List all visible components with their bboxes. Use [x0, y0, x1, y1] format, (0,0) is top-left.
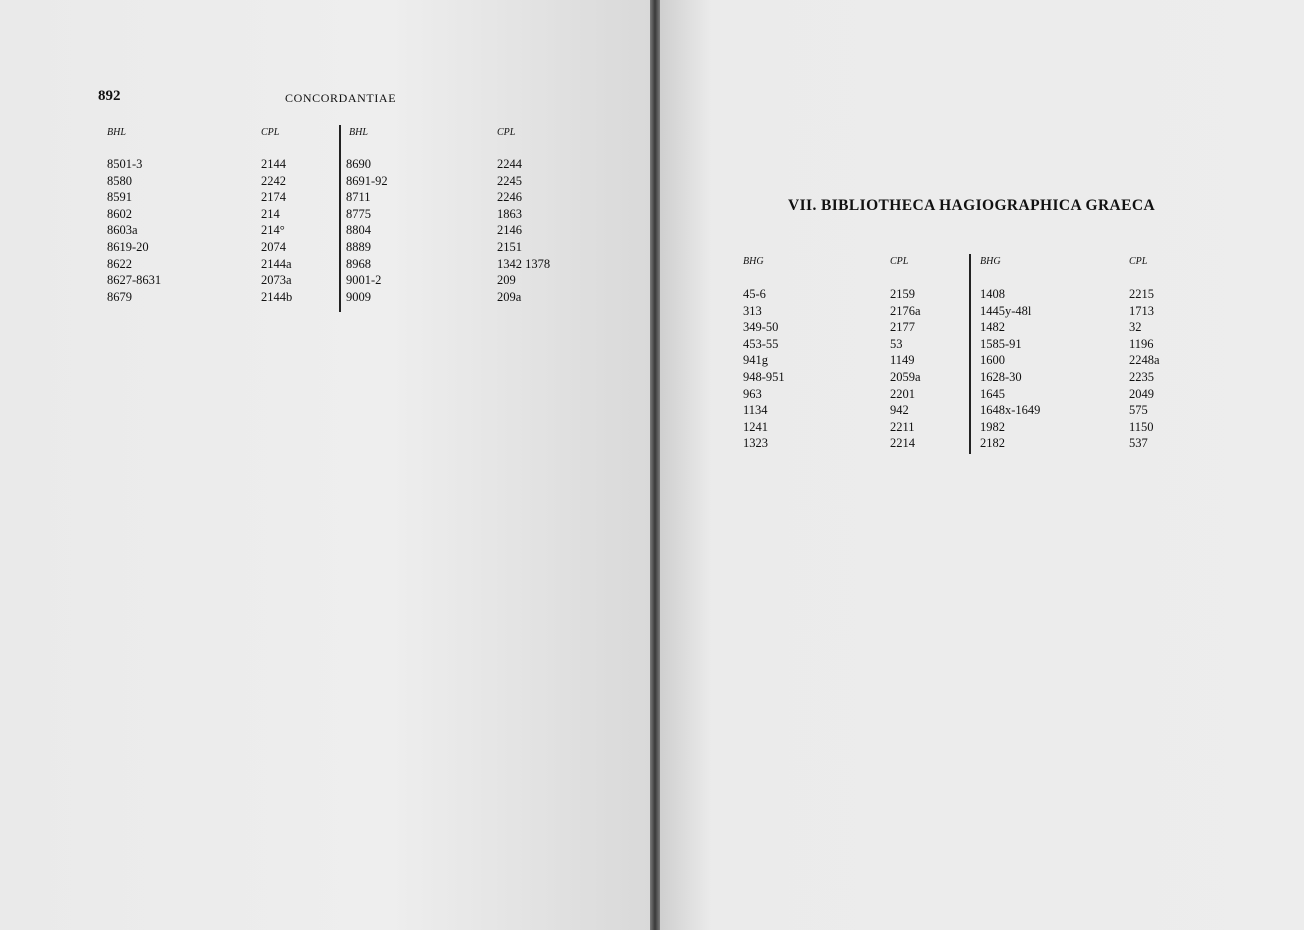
table-cell: 1585-91	[980, 336, 1022, 351]
table-cell: 2049	[1129, 386, 1154, 401]
table-cell: 8679	[107, 289, 132, 304]
table-cell: 214	[261, 206, 280, 221]
table-cell: 349-50	[743, 320, 779, 335]
column-header-bhl-2: BHL	[349, 127, 368, 138]
table-cell: 8889	[346, 239, 371, 254]
table-cell: 2059a	[890, 369, 921, 384]
table-cell: 1342 1378	[497, 256, 551, 271]
table-cell: 209a	[497, 289, 522, 304]
table-cell: 9001-2	[346, 273, 382, 288]
cpl-column-2	[1129, 286, 1160, 452]
table-cell: 2244	[497, 157, 522, 171]
table-cell: 2146	[497, 223, 522, 238]
column-header-bhg-2: BHG	[980, 256, 1001, 267]
cpl-column-2	[497, 156, 550, 305]
table-cell: 8775	[346, 206, 371, 221]
table-cell: 2159	[890, 287, 915, 301]
left-page	[0, 0, 650, 930]
table-cell: 1445y-48l	[980, 303, 1032, 318]
table-cell: 214°	[261, 223, 285, 238]
table-cell: 313	[743, 303, 762, 318]
table-cell: 8501-3	[107, 157, 143, 171]
table-cell: 45-6	[743, 287, 766, 301]
column-header-cpl-1: CPL	[890, 256, 909, 267]
table-cell: 1628-30	[980, 369, 1022, 384]
column-header-bhg-1: BHG	[743, 256, 764, 267]
bhl-column-1	[107, 156, 161, 305]
table-cell: 53	[890, 336, 903, 351]
table-cell: 1713	[1129, 303, 1154, 318]
column-header-bhl-1: BHL	[107, 127, 126, 138]
table-cell: 2074	[261, 239, 286, 254]
running-head: CONCORDANTIAE	[285, 91, 397, 105]
table-cell: 8711	[346, 190, 371, 205]
table-cell: 1149	[890, 353, 915, 368]
cpl-column-1	[890, 286, 921, 452]
table-cell: 2242	[261, 173, 286, 188]
right-page	[660, 0, 1304, 930]
bhg-column-1	[743, 286, 785, 452]
table-cell: 1323	[743, 436, 768, 451]
table-cell: 8690	[346, 157, 371, 171]
table-cell: 2177	[890, 320, 915, 335]
table-cell: 1150	[1129, 419, 1154, 434]
table-cell: 1134	[743, 403, 768, 418]
table-cell: 8691-92	[346, 173, 388, 188]
table-cell: 8580	[107, 173, 132, 188]
table-cell: 2151	[497, 239, 522, 254]
table-cell: 941g	[743, 353, 768, 368]
table-cell: 1645	[980, 386, 1005, 401]
table-cell: 453-55	[743, 336, 779, 351]
column-divider	[969, 254, 971, 454]
table-cell: 1863	[497, 206, 522, 221]
table-cell: 2201	[890, 386, 915, 401]
table-cell: 8591	[107, 190, 132, 205]
book-gutter	[650, 0, 660, 930]
table-cell: 8804	[346, 223, 371, 238]
table-cell: 2235	[1129, 369, 1154, 384]
table-cell: 8602	[107, 206, 132, 221]
table-cell: 209	[497, 273, 516, 288]
table-cell: 948-951	[743, 369, 785, 384]
table-cell: 575	[1129, 403, 1148, 418]
table-cell: 9009	[346, 289, 371, 304]
column-header-cpl-2: CPL	[497, 127, 516, 138]
table-cell: 2176a	[890, 303, 921, 318]
table-cell: 2174	[261, 190, 286, 205]
table-cell: 2246	[497, 190, 522, 205]
table-cell: 2144a	[261, 256, 292, 271]
table-cell: 1408	[980, 287, 1005, 301]
table-cell: 963	[743, 386, 762, 401]
table-cell: 8968	[346, 256, 371, 271]
table-cell: 2144b	[261, 289, 293, 304]
column-header-cpl-1: CPL	[261, 127, 280, 138]
table-cell: 32	[1129, 320, 1142, 335]
table-cell: 8627-8631	[107, 273, 162, 288]
table-cell: 1648x-1649	[980, 403, 1041, 418]
table-cell: 2182	[980, 436, 1005, 451]
table-cell: 2215	[1129, 287, 1154, 301]
table-cell: 1196	[1129, 336, 1154, 351]
table-cell: 2144	[261, 157, 286, 171]
cpl-column-1	[261, 156, 292, 305]
table-cell: 1482	[980, 320, 1005, 335]
column-header-cpl-2: CPL	[1129, 256, 1148, 267]
table-cell: 8603a	[107, 223, 138, 238]
table-cell: 8619-20	[107, 239, 149, 254]
page-number: 892	[98, 88, 121, 104]
table-cell: 2214	[890, 436, 915, 451]
table-cell: 537	[1129, 436, 1148, 451]
table-cell: 2211	[890, 419, 915, 434]
bhg-column-2	[980, 286, 1040, 452]
section-title: VII. BIBLIOTHECA HAGIOGRAPHICA GRAECA	[788, 197, 1156, 214]
table-cell: 1241	[743, 419, 768, 434]
table-cell: 2245	[497, 173, 522, 188]
table-cell: 2248a	[1129, 353, 1160, 368]
table-cell: 8622	[107, 256, 132, 271]
table-cell: 942	[890, 403, 909, 418]
table-cell: 2073a	[261, 273, 292, 288]
table-cell: 1600	[980, 353, 1005, 368]
table-cell: 1982	[980, 419, 1005, 434]
column-divider	[339, 125, 341, 312]
bhl-column-2	[346, 156, 388, 305]
